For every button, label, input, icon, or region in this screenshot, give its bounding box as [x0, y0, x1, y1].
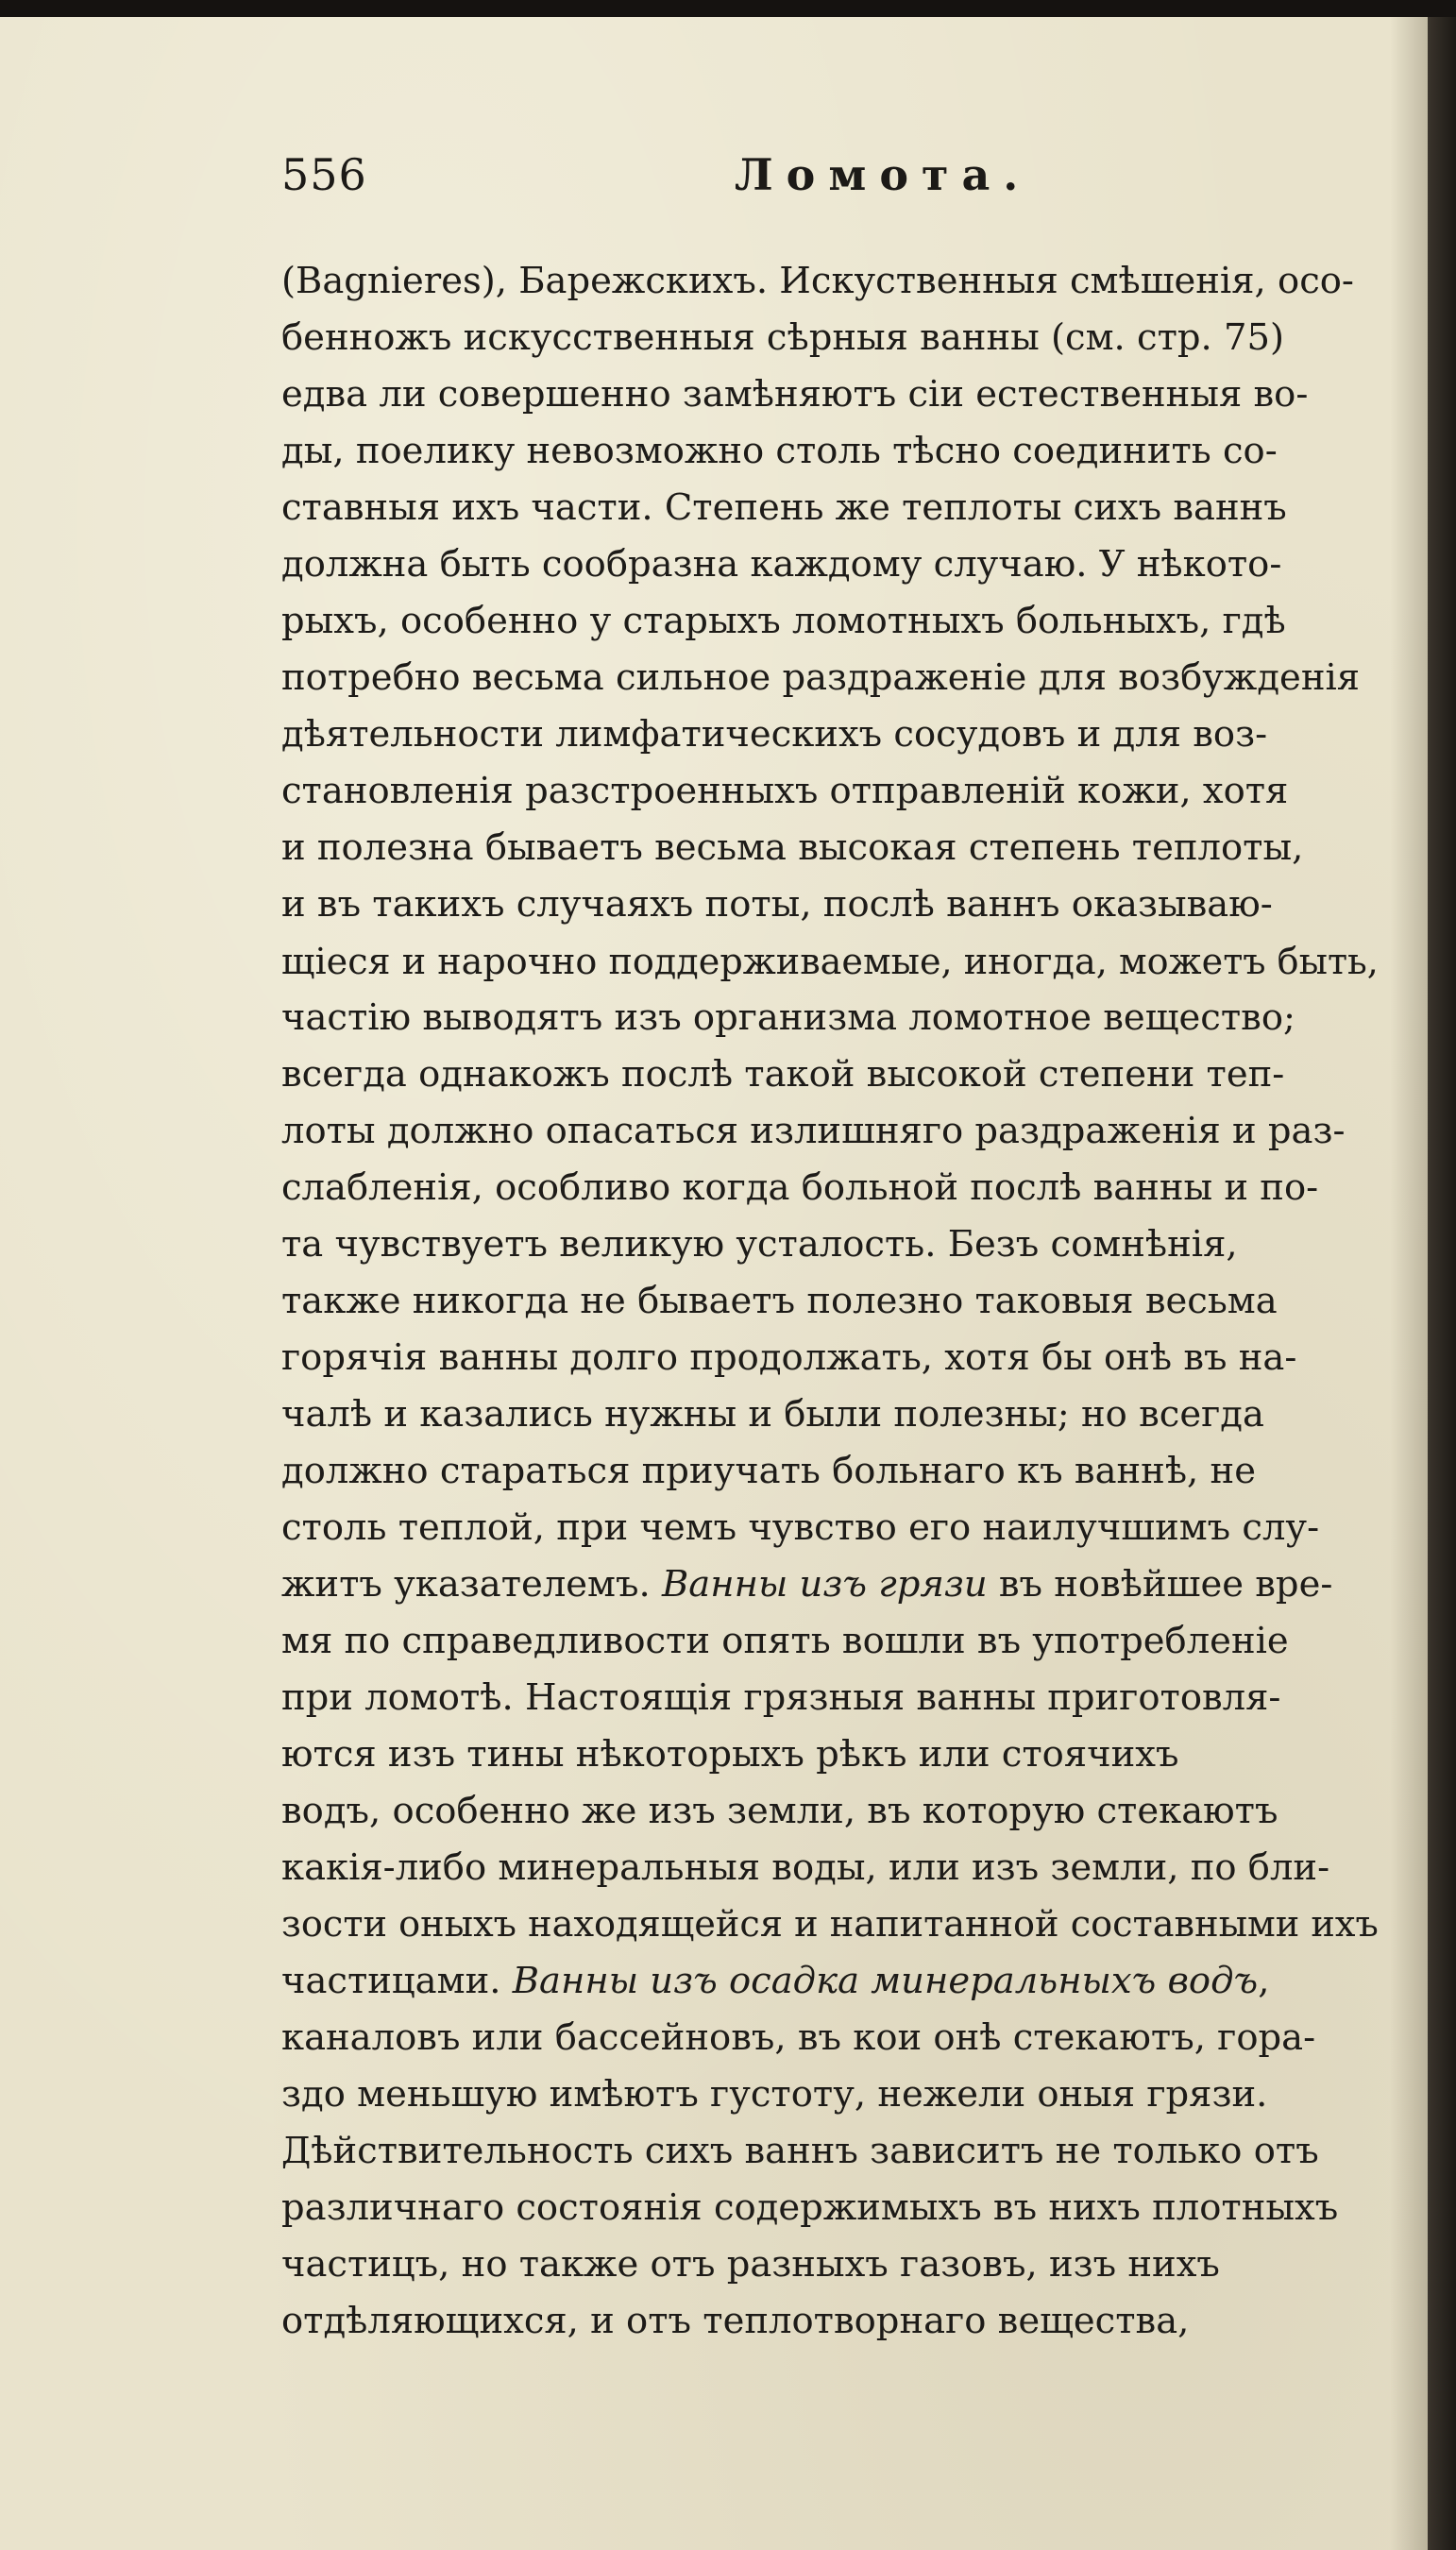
text-span: ды, поелику невозможно столь тѣсно соединить со- [281, 430, 1278, 472]
scan-top-border [0, 0, 1456, 17]
italic-term: Ванны изъ грязи [661, 1563, 988, 1606]
text-line [281, 2123, 1379, 2180]
text-span: щіеся и нарочно поддерживаемые, иногда, можетъ быть, [281, 941, 1379, 982]
text-span: потребно весьма сильное раздраженіе для возбужденія [281, 656, 1361, 699]
text-span: столь теплой, при чемъ чувство его наилучшимъ слу- [281, 1506, 1320, 1549]
text-span: частицъ, но также отъ разныхъ газовъ, изъ нихъ [281, 2243, 1220, 2286]
text-line [281, 480, 1379, 536]
text-line [281, 650, 1379, 706]
text-span: частицами. [281, 1960, 513, 2002]
text-line [281, 706, 1379, 763]
page-header [0, 149, 1428, 215]
text-line [281, 2293, 1379, 2350]
text-span: водъ, особенно же изъ земли, въ которую стекаютъ [281, 1790, 1278, 1832]
text-span: (Bagnieres), Барежскихъ. Искуственныя смѣшенія, осо- [281, 260, 1354, 302]
text-span: и полезна бываетъ весьма высокая степень теплоты, [281, 826, 1304, 869]
text-span: Дѣйствительность сихъ ваннъ зависитъ не только отъ [281, 2130, 1319, 2172]
book-page [0, 17, 1428, 2550]
text-span: всегда однакожъ послѣ такой высокой степени теп- [281, 1053, 1285, 1096]
text-span: здо меньшую имѣютъ густоту, нежели оныя грязи. [281, 2073, 1268, 2116]
text-span: при ломотѣ. Настоящія грязныя ванны приготовля- [281, 1676, 1281, 1719]
text-line [281, 1330, 1379, 1386]
text-line [281, 1953, 1379, 2010]
running-title: Ломота. [735, 149, 1032, 200]
text-span: ются изъ тины нѣкоторыхъ рѣкъ или стоячихъ [281, 1733, 1179, 1776]
text-span: каналовъ или бассейновъ, въ кои онѣ стекаютъ, гора- [281, 2016, 1316, 2059]
text-line [281, 876, 1379, 933]
text-span: и въ такихъ случаяхъ поты, послѣ ваннъ оказываю- [281, 883, 1273, 926]
text-line [281, 1840, 1379, 1896]
text-span: въ новѣйшее вре- [987, 1563, 1333, 1606]
text-span: бенножъ искусственныя сѣрныя ванны (см. стр. 75) [281, 316, 1285, 359]
text-span: лоты должно опасаться излишняго раздраженія и раз- [281, 1110, 1346, 1152]
text-span: должна быть сообразна каждому случаю. У нѣкото- [281, 543, 1282, 586]
text-line [281, 933, 1379, 990]
text-span: рыхъ, особенно у старыхъ ломотныхъ больныхъ, гдѣ [281, 600, 1286, 642]
text-line [281, 2180, 1379, 2236]
text-line [281, 1556, 1379, 1613]
text-line [281, 2066, 1379, 2123]
text-line [281, 536, 1379, 593]
text-line [281, 990, 1379, 1046]
text-span: житъ указателемъ. [281, 1563, 662, 1606]
text-span: мя по справедливости опять вошли въ употребленіе [281, 1620, 1289, 1662]
text-line [281, 366, 1379, 423]
text-line [281, 253, 1379, 310]
text-line [281, 1160, 1379, 1216]
text-span: зости оныхъ находящейся и напитанной составными ихъ [281, 1903, 1379, 1946]
text-span: , [1258, 1960, 1270, 2002]
italic-term: Ванны изъ осадка минеральныхъ водъ [512, 1960, 1259, 2002]
text-line [281, 1103, 1379, 1160]
text-span: становленія разстроенныхъ отправленій кожи, хотя [281, 770, 1289, 812]
text-line [281, 1500, 1379, 1556]
text-span: чалѣ и казались нужны и были полезны; но всегда [281, 1393, 1264, 1436]
text-span: различнаго состоянія содержимыхъ въ нихъ плотныхъ [281, 2186, 1339, 2229]
text-span: также никогда не бываетъ полезно таковыя весьма [281, 1280, 1278, 1322]
text-span: частію выводятъ изъ организма ломотное вещество; [281, 996, 1295, 1039]
text-span: дѣятельности лимфатическихъ сосудовъ и для воз- [281, 713, 1268, 756]
text-span: отдѣляющихся, и отъ теплотворнаго вещества, [281, 2300, 1190, 2342]
body-text [281, 253, 1379, 2350]
text-span: какія-либо минеральныя воды, или изъ земли, по бли- [281, 1846, 1330, 1889]
text-line [281, 423, 1379, 480]
text-line [281, 1613, 1379, 1670]
text-line [281, 1670, 1379, 1726]
text-line [281, 593, 1379, 650]
text-span: ставныя ихъ части. Степень же теплоты сихъ ваннъ [281, 486, 1287, 529]
text-span: слабленія, особливо когда больной послѣ ванны и по- [281, 1166, 1319, 1209]
text-line [281, 820, 1379, 876]
text-line [281, 1783, 1379, 1840]
text-line [281, 1386, 1379, 1443]
text-line [281, 1046, 1379, 1103]
text-line [281, 1726, 1379, 1783]
text-line [281, 1896, 1379, 1953]
text-span: должно стараться приучать больнаго къ ваннѣ, не [281, 1450, 1256, 1492]
text-line [281, 763, 1379, 820]
text-line [281, 1443, 1379, 1500]
text-line [281, 2010, 1379, 2066]
text-span: едва ли совершенно замѣняютъ сіи естественныя во- [281, 373, 1309, 416]
text-line [281, 1216, 1379, 1273]
page-shadow [1390, 17, 1428, 2550]
text-line [281, 1273, 1379, 1330]
text-line [281, 2236, 1379, 2293]
page-number: 556 [281, 149, 367, 200]
text-span: горячія ванны долго продолжать, хотя бы онѣ въ на- [281, 1336, 1297, 1379]
text-span: та чувствуетъ великую усталость. Безъ сомнѣнія, [281, 1223, 1238, 1266]
text-line [281, 310, 1379, 366]
scan-right-border [1428, 17, 1456, 2550]
